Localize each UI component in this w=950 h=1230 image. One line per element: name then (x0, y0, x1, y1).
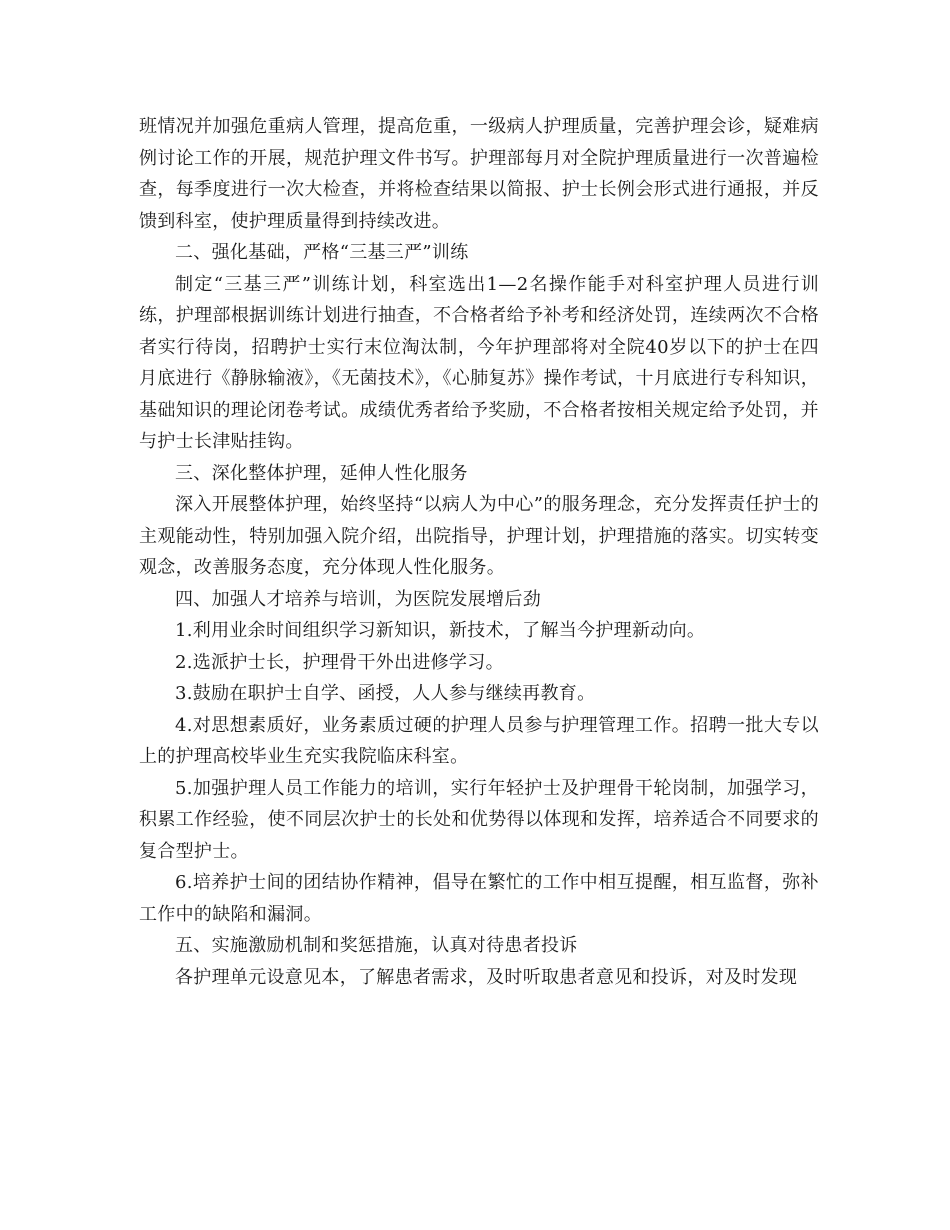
document-body (139, 111, 819, 993)
paragraph-continuation: 班情况并加强危重病人管理，提高危重，一级病人护理质量，完善护理会诊，疑难病例讨论工作的开展，规范护理文件书写。护理部每月对全院护理质量进行一次普遍检查，每季度进行一次大检查，并将检查结果以简报、护士长例会形式进行通报，并反馈到科室，使护理质量得到持续改进。 (139, 116, 819, 232)
paragraph-complaints: 各护理单元设意见本，了解患者需求，及时听取患者意见和投诉，对及时发现 (175, 966, 798, 988)
list-item-6: 6.培养护士间的团结协作精神，倡导在繁忙的工作中相互提醒，相互监督，弥补工作中的缺陷和漏洞。 (139, 872, 819, 925)
list-item-4: 4.对思想素质好，业务素质过硬的护理人员参与护理管理工作。招聘一批大专以上的护理高校毕业生充实我院临床科室。 (139, 714, 819, 767)
list-item-5: 5.加强护理人员工作能力的培训，实行年轻护士及护理骨干轮岗制，加强学习，积累工作经验，使不同层次护士的长处和优势得以体现和发挥，培养适合不同要求的复合型护士。 (139, 777, 819, 862)
paragraph-training-plan: 制定“三基三严”训练计划，科室选出1—2名操作能手对科室护理人员进行训练，护理部根据训练计划进行抽查，不合格者给予补考和经济处罚，连续两次不合格者实行待岗，招聘护士实行末位淘汰制，今年护理部将对全院40岁以下的护士在四月底进行《静脉输液》，《无菌技术》，《心肺复苏》操作考试，十月底进行专科知识，基础知识的理论闭卷考试。成绩优秀者给予奖励，不合格者按相关规定给予处罚，并与护士长津贴挂钩。 (139, 273, 819, 452)
paragraph-holistic-care: 深入开展整体护理，始终坚持“以病人为中心”的服务理念，充分发挥责任护士的主观能动性，特别加强入院介绍，出院指导，护理计划，护理措施的落实。切实转变观念，改善服务态度，充分体现人性化服务。 (139, 494, 819, 578)
section-heading-5: 五、实施激励机制和奖惩措施，认真对待患者投诉 (175, 935, 578, 956)
section-heading-4: 四、加强人才培养与培训，为医院发展增后劲 (175, 588, 541, 610)
section-heading-2: 二、强化基础，严格“三基三严”训练 (175, 242, 469, 263)
list-item-1: 1.利用业余时间组织学习新知识，新技术，了解当今护理新动向。 (175, 620, 706, 641)
list-item-3: 3.鼓励在职护士自学、函授，人人参与继续再教育。 (175, 683, 596, 704)
section-heading-3: 三、深化整体护理，延伸人性化服务 (175, 462, 468, 484)
list-item-2: 2.选派护士长，护理骨干外出进修学习。 (175, 651, 504, 673)
